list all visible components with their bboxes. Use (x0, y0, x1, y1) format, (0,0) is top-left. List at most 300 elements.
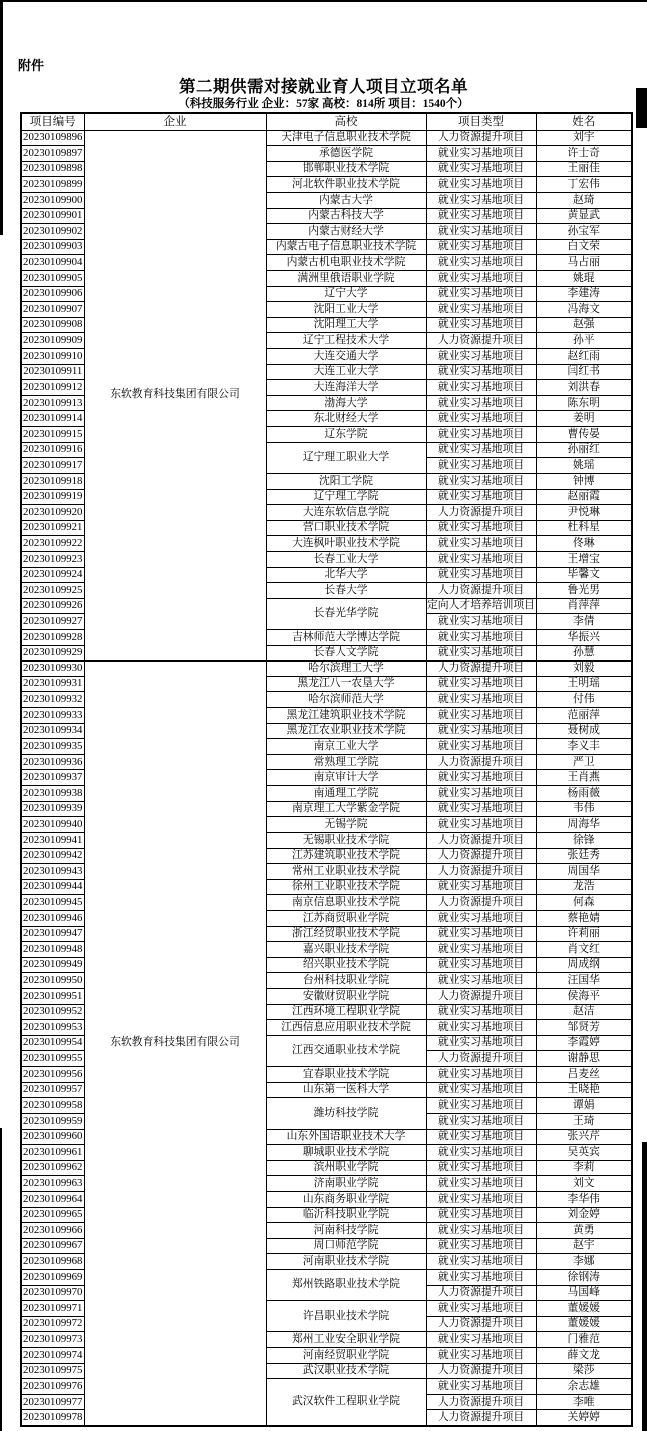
name-cell: 王晓艳 (536, 1082, 632, 1098)
name-cell: 孙慧 (536, 645, 632, 661)
project-id-cell: 20230109973 (21, 1332, 84, 1348)
college-cell: 内蒙古电子信息职业技术学院 (266, 239, 426, 255)
name-cell: 姚琨 (536, 270, 632, 286)
scan-artifact-left-top-line (0, 0, 3, 235)
project-id-cell: 20230109908 (21, 317, 84, 333)
type-cell: 就业实习基地项目 (426, 1145, 536, 1161)
name-cell: 赵红雨 (536, 349, 632, 365)
type-cell: 就业实习基地项目 (426, 364, 536, 380)
name-cell: 李莉 (536, 1160, 632, 1176)
name-cell: 马国峰 (536, 1285, 632, 1301)
college-cell: 哈尔滨理工大学 (266, 661, 426, 677)
name-cell: 李义丰 (536, 739, 632, 755)
project-id-cell: 20230109896 (21, 130, 84, 146)
type-cell: 就业实习基地项目 (426, 630, 536, 646)
type-cell: 就业实习基地项目 (426, 1301, 536, 1317)
project-id-cell: 20230109935 (21, 739, 84, 755)
type-cell: 就业实习基地项目 (426, 442, 536, 458)
name-cell: 陈东明 (536, 395, 632, 411)
project-id-cell: 20230109928 (21, 630, 84, 646)
type-cell: 人力资源提升项目 (426, 1316, 536, 1332)
name-cell: 汪国华 (536, 973, 632, 989)
college-cell: 哈尔滨师范大学 (266, 692, 426, 708)
column-header-name: 姓名 (536, 113, 632, 130)
project-id-cell: 20230109915 (21, 427, 84, 443)
project-id-cell: 20230109949 (21, 957, 84, 973)
college-cell: 满洲里俄语职业学院 (266, 270, 426, 286)
name-cell: 韦伟 (536, 801, 632, 817)
project-id-cell: 20230109931 (21, 676, 84, 692)
name-cell: 黄勇 (536, 1223, 632, 1239)
college-cell: 南京信息职业技术学院 (266, 895, 426, 911)
type-cell: 就业实习基地项目 (426, 1207, 536, 1223)
project-id-cell: 20230109897 (21, 146, 84, 162)
college-cell: 内蒙古大学 (266, 192, 426, 208)
college-cell: 承德医学院 (266, 146, 426, 162)
name-cell: 许士奇 (536, 146, 632, 162)
type-cell: 就业实习基地项目 (426, 161, 536, 177)
project-id-cell: 20230109921 (21, 520, 84, 536)
name-cell: 门雅范 (536, 1332, 632, 1348)
type-cell: 就业实习基地项目 (426, 1191, 536, 1207)
college-cell: 江西交通职业技术学院 (266, 1035, 426, 1066)
project-id-cell: 20230109922 (21, 536, 84, 552)
scan-artifact-left-bottom-line (0, 1128, 2, 1431)
college-cell: 黑龙江八一农垦大学 (266, 676, 426, 692)
column-header-project-type: 项目类型 (426, 113, 536, 130)
type-cell: 就业实习基地项目 (426, 536, 536, 552)
project-id-cell: 20230109961 (21, 1145, 84, 1161)
project-id-cell: 20230109903 (21, 239, 84, 255)
name-cell: 关婷婷 (536, 1410, 632, 1426)
name-cell: 李娜 (536, 1254, 632, 1270)
name-cell: 赵洁 (536, 1004, 632, 1020)
type-cell: 就业实习基地项目 (426, 489, 536, 505)
project-id-cell: 20230109974 (21, 1348, 84, 1364)
name-cell: 马占丽 (536, 255, 632, 271)
name-cell: 付伟 (536, 692, 632, 708)
project-id-cell: 20230109962 (21, 1160, 84, 1176)
project-id-cell: 20230109911 (21, 364, 84, 380)
project-id-cell: 20230109970 (21, 1285, 84, 1301)
project-id-cell: 20230109952 (21, 1004, 84, 1020)
project-id-cell: 20230109972 (21, 1316, 84, 1332)
page-title: 第二期供需对接就业育人项目立项名单 (179, 77, 468, 96)
name-cell: 杜科星 (536, 520, 632, 536)
name-cell: 徐锋 (536, 832, 632, 848)
name-cell: 李霞婷 (536, 1035, 632, 1051)
college-cell: 江西环境工程职业学院 (266, 1004, 426, 1020)
college-cell: 南京审计大学 (266, 770, 426, 786)
type-cell: 就业实习基地项目 (426, 942, 536, 958)
project-id-cell: 20230109945 (21, 895, 84, 911)
college-cell: 无锡职业技术学院 (266, 832, 426, 848)
project-id-cell: 20230109975 (21, 1363, 84, 1379)
type-cell: 就业实习基地项目 (426, 255, 536, 271)
college-cell: 南京工业大学 (266, 739, 426, 755)
name-cell: 聂树成 (536, 723, 632, 739)
name-cell: 张廷秀 (536, 848, 632, 864)
type-cell: 人力资源提升项目 (426, 848, 536, 864)
type-cell: 就业实习基地项目 (426, 208, 536, 224)
college-cell: 长春光华学院 (266, 598, 426, 629)
type-cell: 就业实习基地项目 (426, 1004, 536, 1020)
college-cell: 郑州铁路职业技术学院 (266, 1269, 426, 1300)
name-cell: 闫红书 (536, 364, 632, 380)
name-cell: 李华伟 (536, 1191, 632, 1207)
college-cell: 吉林师范大学博达学院 (266, 630, 426, 646)
type-cell: 人力资源提升项目 (426, 583, 536, 599)
project-id-cell: 20230109902 (21, 224, 84, 240)
college-cell: 沈阳工业大学 (266, 302, 426, 318)
type-cell: 就业实习基地项目 (426, 551, 536, 567)
college-cell: 滨州职业学院 (266, 1160, 426, 1176)
type-cell: 就业实习基地项目 (426, 1348, 536, 1364)
college-cell: 周口师范学院 (266, 1238, 426, 1254)
type-cell: 人力资源提升项目 (426, 1363, 536, 1379)
name-cell: 佟琳 (536, 536, 632, 552)
name-cell: 丁宏伟 (536, 177, 632, 193)
project-id-cell: 20230109959 (21, 1113, 84, 1129)
type-cell: 就业实习基地项目 (426, 177, 536, 193)
college-cell: 辽宁大学 (266, 286, 426, 302)
college-cell: 辽宁理工学院 (266, 489, 426, 505)
college-cell: 辽东学院 (266, 427, 426, 443)
name-cell: 王琦 (536, 1113, 632, 1129)
name-cell: 张兴芹 (536, 1129, 632, 1145)
project-id-cell: 20230109969 (21, 1269, 84, 1285)
project-id-cell: 20230109934 (21, 723, 84, 739)
college-cell: 大连枫叶职业技术学院 (266, 536, 426, 552)
project-id-cell: 20230109977 (21, 1394, 84, 1410)
name-cell: 肖文红 (536, 942, 632, 958)
type-cell: 就业实习基地项目 (426, 380, 536, 396)
type-cell: 人力资源提升项目 (426, 1051, 536, 1067)
project-id-cell: 20230109904 (21, 255, 84, 271)
type-cell: 就业实习基地项目 (426, 1223, 536, 1239)
type-cell: 就业实习基地项目 (426, 411, 536, 427)
project-id-cell: 20230109965 (21, 1207, 84, 1223)
project-id-cell: 20230109966 (21, 1223, 84, 1239)
project-id-cell: 20230109937 (21, 770, 84, 786)
name-cell: 王增宝 (536, 551, 632, 567)
type-cell: 就业实习基地项目 (426, 1035, 536, 1051)
column-header-project-id: 项目编号 (21, 113, 84, 130)
type-cell: 就业实习基地项目 (426, 239, 536, 255)
project-id-cell: 20230109926 (21, 598, 84, 614)
type-cell: 就业实习基地项目 (426, 302, 536, 318)
type-cell: 就业实习基地项目 (426, 1176, 536, 1192)
column-header-college: 高校 (266, 113, 426, 130)
project-id-cell: 20230109957 (21, 1082, 84, 1098)
type-cell: 就业实习基地项目 (426, 270, 536, 286)
type-cell: 就业实习基地项目 (426, 192, 536, 208)
name-cell: 孙平 (536, 333, 632, 349)
name-cell: 华振兴 (536, 630, 632, 646)
project-id-cell: 20230109954 (21, 1035, 84, 1051)
project-id-cell: 20230109971 (21, 1301, 84, 1317)
college-cell: 营口职业技术学院 (266, 520, 426, 536)
project-id-cell: 20230109925 (21, 583, 84, 599)
project-id-cell: 20230109939 (21, 801, 84, 817)
name-cell: 周国华 (536, 864, 632, 880)
type-cell: 定向人才培养培训项目 (426, 598, 536, 614)
project-id-cell: 20230109914 (21, 411, 84, 427)
project-id-cell: 20230109978 (21, 1410, 84, 1426)
project-id-cell: 20230109964 (21, 1191, 84, 1207)
type-cell: 就业实习基地项目 (426, 1098, 536, 1114)
name-cell: 王肖燕 (536, 770, 632, 786)
type-cell: 人力资源提升项目 (426, 1285, 536, 1301)
name-cell: 杨雨薇 (536, 786, 632, 802)
project-id-cell: 20230109963 (21, 1176, 84, 1192)
project-id-cell: 20230109906 (21, 286, 84, 302)
type-cell: 就业实习基地项目 (426, 317, 536, 333)
type-cell: 就业实习基地项目 (426, 286, 536, 302)
college-cell: 辽宁工程技术大学 (266, 333, 426, 349)
name-cell: 刘毅 (536, 661, 632, 677)
college-cell: 绍兴职业技术学院 (266, 957, 426, 973)
type-cell: 就业实习基地项目 (426, 349, 536, 365)
name-cell: 董媛媛 (536, 1316, 632, 1332)
type-cell: 就业实习基地项目 (426, 786, 536, 802)
type-cell: 就业实习基地项目 (426, 1269, 536, 1285)
type-cell: 就业实习基地项目 (426, 1238, 536, 1254)
project-id-cell: 20230109905 (21, 270, 84, 286)
enterprise-cell: 东软教育科技集团有限公司 (84, 661, 266, 1426)
project-id-cell: 20230109920 (21, 505, 84, 521)
college-cell: 大连工业大学 (266, 364, 426, 380)
project-id-cell: 20230109976 (21, 1379, 84, 1395)
college-cell: 南京理工大学紫金学院 (266, 801, 426, 817)
type-cell: 就业实习基地项目 (426, 395, 536, 411)
college-cell: 潍坊科技学院 (266, 1098, 426, 1129)
college-cell: 安徽财贸职业学院 (266, 989, 426, 1005)
college-cell: 北华大学 (266, 567, 426, 583)
project-id-cell: 20230109940 (21, 817, 84, 833)
type-cell: 人力资源提升项目 (426, 895, 536, 911)
college-cell: 济南职业学院 (266, 1176, 426, 1192)
type-cell: 就业实习基地项目 (426, 146, 536, 162)
name-cell: 姚瑶 (536, 458, 632, 474)
name-cell: 刘文 (536, 1176, 632, 1192)
type-cell: 就业实习基地项目 (426, 910, 536, 926)
project-id-cell: 20230109956 (21, 1067, 84, 1083)
project-id-cell: 20230109942 (21, 848, 84, 864)
project-id-cell: 20230109944 (21, 879, 84, 895)
project-id-cell: 20230109917 (21, 458, 84, 474)
name-cell: 李唯 (536, 1394, 632, 1410)
project-id-cell: 20230109910 (21, 349, 84, 365)
project-id-cell: 20230109948 (21, 942, 84, 958)
scan-artifact-top-line (0, 0, 647, 2)
project-id-cell: 20230109900 (21, 192, 84, 208)
type-cell: 就业实习基地项目 (426, 567, 536, 583)
scan-artifact-right-bottom-line (642, 1142, 647, 1431)
table-row (21, 661, 632, 677)
name-cell: 赵丽霞 (536, 489, 632, 505)
type-cell: 就业实习基地项目 (426, 427, 536, 443)
type-cell: 就业实习基地项目 (426, 739, 536, 755)
college-cell: 宜春职业技术学院 (266, 1067, 426, 1083)
project-id-cell: 20230109938 (21, 786, 84, 802)
type-cell: 就业实习基地项目 (426, 973, 536, 989)
college-cell: 大连交通大学 (266, 349, 426, 365)
name-cell: 刘金婷 (536, 1207, 632, 1223)
project-id-cell: 20230109968 (21, 1254, 84, 1270)
project-id-cell: 20230109951 (21, 989, 84, 1005)
project-id-cell: 20230109953 (21, 1020, 84, 1036)
type-cell: 就业实习基地项目 (426, 520, 536, 536)
college-cell: 无锡学院 (266, 817, 426, 833)
table-header-row (21, 113, 632, 130)
name-cell: 严卫 (536, 754, 632, 770)
name-cell: 冯海文 (536, 302, 632, 318)
project-id-cell: 20230109909 (21, 333, 84, 349)
college-cell: 沈阳工学院 (266, 473, 426, 489)
project-id-cell: 20230109913 (21, 395, 84, 411)
name-cell: 赵琦 (536, 192, 632, 208)
college-cell: 黑龙江建筑职业技术学院 (266, 708, 426, 724)
project-id-cell: 20230109955 (21, 1051, 84, 1067)
type-cell: 就业实习基地项目 (426, 458, 536, 474)
type-cell: 就业实习基地项目 (426, 723, 536, 739)
name-cell: 周成纲 (536, 957, 632, 973)
college-cell: 渤海大学 (266, 395, 426, 411)
name-cell: 鲁光男 (536, 583, 632, 599)
college-cell: 河南职业技术学院 (266, 1254, 426, 1270)
name-cell: 刘宇 (536, 130, 632, 146)
project-table-body (21, 130, 632, 1426)
name-cell: 肖萍萍 (536, 598, 632, 614)
college-cell: 河南经贸职业学院 (266, 1348, 426, 1364)
project-id-cell: 20230109941 (21, 832, 84, 848)
project-id-cell: 20230109918 (21, 473, 84, 489)
project-id-cell: 20230109958 (21, 1098, 84, 1114)
college-cell: 江西信息应用职业技术学院 (266, 1020, 426, 1036)
type-cell: 就业实习基地项目 (426, 770, 536, 786)
college-cell: 临沂科技职业学院 (266, 1207, 426, 1223)
project-id-cell: 20230109932 (21, 692, 84, 708)
project-id-cell: 20230109919 (21, 489, 84, 505)
type-cell: 就业实习基地项目 (426, 817, 536, 833)
type-cell: 就业实习基地项目 (426, 224, 536, 240)
name-cell: 毕馨文 (536, 567, 632, 583)
name-cell: 范丽萍 (536, 708, 632, 724)
type-cell: 人力资源提升项目 (426, 832, 536, 848)
college-cell: 内蒙古科技大学 (266, 208, 426, 224)
name-cell: 刘洪春 (536, 380, 632, 396)
type-cell: 就业实习基地项目 (426, 1113, 536, 1129)
project-id-cell: 20230109924 (21, 567, 84, 583)
project-id-cell: 20230109933 (21, 708, 84, 724)
college-cell: 山东商务职业学院 (266, 1191, 426, 1207)
type-cell: 就业实习基地项目 (426, 1254, 536, 1270)
project-id-cell: 20230109947 (21, 926, 84, 942)
type-cell: 就业实习基地项目 (426, 692, 536, 708)
name-cell: 赵宇 (536, 1238, 632, 1254)
project-id-cell: 20230109901 (21, 208, 84, 224)
name-cell: 黄显武 (536, 208, 632, 224)
type-cell: 就业实习基地项目 (426, 1020, 536, 1036)
project-id-cell: 20230109930 (21, 661, 84, 677)
college-cell: 黑龙江农业职业技术学院 (266, 723, 426, 739)
type-cell: 就业实习基地项目 (426, 614, 536, 630)
college-cell: 东北财经大学 (266, 411, 426, 427)
type-cell: 人力资源提升项目 (426, 1410, 536, 1426)
enterprise-cell: 东软教育科技集团有限公司 (84, 130, 266, 661)
project-table (20, 112, 633, 1427)
college-cell: 长春工业大学 (266, 551, 426, 567)
type-cell: 就业实习基地项目 (426, 1129, 536, 1145)
type-cell: 就业实习基地项目 (426, 676, 536, 692)
project-id-cell: 20230109898 (21, 161, 84, 177)
college-cell: 常州工业职业技术学院 (266, 864, 426, 880)
name-cell: 吕麦丝 (536, 1067, 632, 1083)
name-cell: 许莉丽 (536, 926, 632, 942)
college-cell: 嘉兴职业技术学院 (266, 942, 426, 958)
college-cell: 长春人文学院 (266, 645, 426, 661)
college-cell: 台州科技职业学院 (266, 973, 426, 989)
name-cell: 周海华 (536, 817, 632, 833)
project-id-cell: 20230109950 (21, 973, 84, 989)
college-cell: 郑州工业安全职业学院 (266, 1332, 426, 1348)
college-cell: 河北软件职业技术学院 (266, 177, 426, 193)
name-cell: 李倩 (536, 614, 632, 630)
table-row (21, 130, 632, 146)
type-cell: 就业实习基地项目 (426, 879, 536, 895)
project-id-cell: 20230109936 (21, 754, 84, 770)
college-cell: 江苏商贸职业学院 (266, 910, 426, 926)
type-cell: 人力资源提升项目 (426, 989, 536, 1005)
name-cell: 董媛媛 (536, 1301, 632, 1317)
project-id-cell: 20230109899 (21, 177, 84, 193)
type-cell: 人力资源提升项目 (426, 661, 536, 677)
type-cell: 就业实习基地项目 (426, 708, 536, 724)
name-cell: 王丽佳 (536, 161, 632, 177)
type-cell: 就业实习基地项目 (426, 1332, 536, 1348)
college-cell: 沈阳理工大学 (266, 317, 426, 333)
type-cell: 人力资源提升项目 (426, 505, 536, 521)
name-cell: 姜明 (536, 411, 632, 427)
college-cell: 常熟理工学院 (266, 754, 426, 770)
type-cell: 就业实习基地项目 (426, 473, 536, 489)
project-id-cell: 20230109927 (21, 614, 84, 630)
name-cell: 邹贤芳 (536, 1020, 632, 1036)
name-cell: 谭娟 (536, 1098, 632, 1114)
type-cell: 就业实习基地项目 (426, 645, 536, 661)
college-cell: 辽宁理工职业大学 (266, 442, 426, 473)
college-cell: 天津电子信息职业技术学院 (266, 130, 426, 146)
college-cell: 南通理工学院 (266, 786, 426, 802)
name-cell: 钟博 (536, 473, 632, 489)
college-cell: 武汉职业技术学院 (266, 1363, 426, 1379)
name-cell: 蔡艳婧 (536, 910, 632, 926)
name-cell: 谢静思 (536, 1051, 632, 1067)
college-cell: 武汉软件工程职业学院 (266, 1379, 426, 1426)
college-cell: 邯郸职业技术学院 (266, 161, 426, 177)
name-cell: 孙宝军 (536, 224, 632, 240)
name-cell: 赵强 (536, 317, 632, 333)
type-cell: 就业实习基地项目 (426, 801, 536, 817)
college-cell: 浙江经贸职业技术学院 (266, 926, 426, 942)
page-subtitle: （科技服务行业 企业：57家 高校：814所 项目：1540个） (178, 98, 469, 110)
type-cell: 就业实习基地项目 (426, 1379, 536, 1395)
name-cell: 尹悦琳 (536, 505, 632, 521)
college-cell: 大连海洋大学 (266, 380, 426, 396)
project-id-cell: 20230109916 (21, 442, 84, 458)
name-cell: 曹传晏 (536, 427, 632, 443)
